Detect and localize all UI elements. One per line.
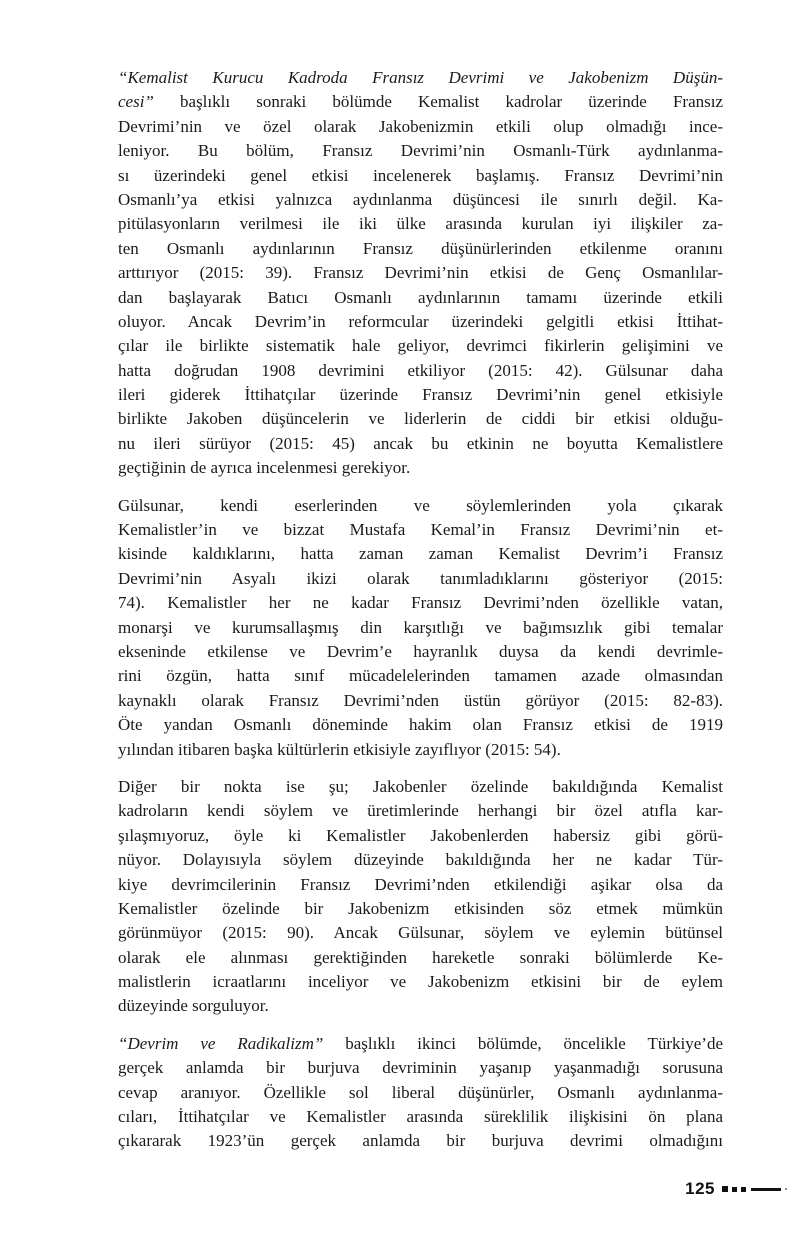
text-line	[118, 212, 723, 236]
text-line	[118, 407, 723, 431]
text-segment: monarşi ve kurumsallaşmış din karşıtlığı ve bağımsızlık gibi temalar	[118, 617, 723, 637]
text-segment: düzeyinde sorguluyor.	[118, 996, 269, 1016]
text-line	[118, 616, 723, 640]
text-segment: malistlerin icraatlarını inceliyor ve Jakobenizm etkisini bir de eylem	[118, 972, 723, 992]
page-footer	[685, 1179, 787, 1199]
paragraph-2	[118, 494, 723, 762]
text-line	[118, 775, 723, 799]
text-line	[118, 494, 723, 518]
text-segment: cevap aranıyor. Özellikle sol liberal düşünürler, Osmanlı aydınlanma-	[118, 1082, 723, 1102]
text-line	[118, 799, 723, 823]
text-line	[118, 738, 723, 762]
text-segment: Diğer bir nokta ise şu; Jakobenler özelinde bakıldığında Kemalist	[118, 776, 723, 796]
text-line	[118, 432, 723, 456]
text-line	[118, 689, 723, 713]
text-line	[118, 237, 723, 261]
text-line	[118, 994, 723, 1018]
text-line	[118, 261, 723, 285]
text-segment: arttırıyor (2015: 39). Fransız Devrimi’nin etkisi de Genç Osmanlılar-	[118, 263, 723, 283]
text-segment: görünmüyor (2015: 90). Ancak Gülsunar, söylem ve eylemin bütünsel	[118, 923, 723, 943]
text-segment: şılaşmıyoruz, öyle ki Kemalistler Jakobenlerden habersiz gibi görü-	[118, 825, 723, 845]
text-line	[118, 188, 723, 212]
text-line	[118, 164, 723, 188]
text-segment: Öte yandan Osmanlı döneminde hakim olan Fransız etkisi de 1919	[118, 715, 723, 735]
text-segment: Osmanlı’ya etkisi yalnızca aydınlanma düşüncesi ile sınırlı değil. Ka-	[118, 189, 723, 209]
text-segment: nüyor. Dolayısıyla söylem düzeyinde bakıldığında her ne kadar Tür-	[118, 850, 723, 870]
text-line	[118, 456, 723, 480]
text-line	[118, 713, 723, 737]
text-line	[118, 897, 723, 921]
text-segment: kisinde kaldıklarını, hatta zaman zaman Kemalist Devrim’i Fransız	[118, 544, 723, 564]
text-segment: kaynaklı olarak Fransız Devrimi’nden üstün görüyor (2015: 82-83).	[118, 690, 723, 710]
text-segment: başlıklı ikinci bölümde, öncelikle Türkiye’de	[323, 1033, 723, 1053]
text-segment: rini özgün, hatta sınıf mücadelelerinden tamamen azade olmasından	[118, 666, 723, 686]
text-line	[118, 591, 723, 615]
text-segment: oluyor. Ancak Devrim’in reformcular üzerindeki gelgitli etkisi İttihat-	[118, 311, 723, 331]
text-line	[118, 542, 723, 566]
text-segment: geçtiğinin de ayrıca incelenmesi gerekiyor.	[118, 458, 411, 478]
text-line	[118, 921, 723, 945]
text-line	[118, 310, 723, 334]
text-segment: ten Osmanlı aydınlarının Fransız düşünürlerinden etkilenme oranını	[118, 238, 723, 258]
text-segment: olarak ele alınması gerektiğinden hareketle sonraki bölümlerde Ke-	[118, 947, 723, 967]
text-segment: Gülsunar, kendi eserlerinden ve söylemlerinden yola çıkarak	[118, 495, 723, 515]
text-line	[118, 848, 723, 872]
footer-rule	[751, 1188, 781, 1191]
text-segment: pitülasyonların verilmesi ile iki ülke arasında kurulan iyi ilişkiler za-	[118, 214, 723, 234]
text-line	[118, 286, 723, 310]
text-line	[118, 518, 723, 542]
text-line	[118, 359, 723, 383]
text-line	[118, 1081, 723, 1105]
text-segment: kadroların kendi söylem ve üretimlerinde herhangi bir özel atıfla kar-	[118, 801, 723, 821]
paragraph-4	[118, 1032, 723, 1154]
text-line	[118, 567, 723, 591]
italic-text-segment: “Kemalist Kurucu Kadroda Fransız Devrimi ve Jakobenizm Düşün-	[118, 68, 723, 87]
text-segment: Kemalistler özelinde bir Jakobenizm etkisinden söz etmek mümkün	[118, 898, 723, 918]
text-line	[118, 873, 723, 897]
footer-end-dot-icon	[785, 1188, 787, 1190]
text-segment: başlıklı sonraki bölümde Kemalist kadrolar üzerinde Fransız	[153, 92, 723, 112]
text-line	[118, 383, 723, 407]
text-line	[118, 640, 723, 664]
text-segment: kiye devrimcilerinin Fransız Devrimi’nden etkilendiği aşikar olsa da	[118, 874, 723, 894]
text-segment: yılından itibaren başka kültürlerin etkisiyle zayıflıyor (2015: 54).	[118, 739, 561, 759]
text-line	[118, 970, 723, 994]
text-segment: birlikte Jakoben düşüncelerin ve liderlerin de ciddi bir etkisi olduğu-	[118, 409, 723, 429]
text-block	[118, 66, 723, 1154]
text-line	[118, 1056, 723, 1080]
text-segment: gerçek anlamda bir burjuva devriminin yaşanıp yaşanmadığı sorusuna	[118, 1058, 723, 1078]
paragraph-1	[118, 66, 723, 481]
text-segment: leniyor. Bu bölüm, Fransız Devrimi’nin Osmanlı-Türk aydınlanma-	[118, 141, 723, 161]
text-line	[118, 66, 723, 90]
text-segment: Devrimi’nin Asyalı ikizi olarak tanımladıklarını gösteriyor (2015:	[118, 568, 723, 588]
text-line	[118, 664, 723, 688]
text-line	[118, 90, 723, 114]
italic-text-segment: “Devrim ve Radikalizm”	[118, 1033, 324, 1053]
text-segment: cıları, İttihatçılar ve Kemalistler arasında süreklilik ilişkisini ön plana	[118, 1107, 723, 1127]
text-line	[118, 946, 723, 970]
italic-text-segment: cesi”	[118, 92, 154, 112]
text-segment: çılar ile birlikte sistematik hale geliyor, devrimci fikirlerin gelişimini ve	[118, 336, 723, 356]
text-segment: nu ileri sürüyor (2015: 45) ancak bu etkinin ne boyutta Kemalistlere	[118, 433, 723, 453]
text-line	[118, 1129, 723, 1153]
page-number: 125	[685, 1179, 715, 1198]
text-line	[118, 115, 723, 139]
text-line	[118, 139, 723, 163]
text-line	[118, 824, 723, 848]
text-segment: Devrimi’nin ve özel olarak Jakobenizmin etkili olup olmadığı ince-	[118, 116, 723, 136]
footer-squares-icon	[722, 1186, 746, 1192]
text-line	[118, 334, 723, 358]
text-segment: sı üzerindeki genel etkisi incelenerek başlamış. Fransız Devrimi’nin	[118, 165, 723, 185]
text-segment: dan başlayarak Batıcı Osmanlı aydınlarının tamamı üzerinde etkili	[118, 287, 723, 307]
paragraph-3	[118, 775, 723, 1019]
text-segment: 74). Kemalistler her ne kadar Fransız Devrimi’nden özellikle vatan,	[118, 593, 723, 613]
text-segment: ileri giderek İttihatçılar üzerinde Fransız Devrimi’nin genel etkisiyle	[118, 385, 723, 405]
text-segment: ekseninde etkilense ve Devrim’e hayranlık duysa da kendi devrimle-	[118, 641, 723, 661]
text-line	[118, 1032, 723, 1056]
text-line	[118, 1105, 723, 1129]
text-segment: hatta doğrudan 1908 devrimini etkiliyor (2015: 42). Gülsunar daha	[118, 360, 723, 380]
text-segment: Kemalistler’in ve bizzat Mustafa Kemal’in Fransız Devrimi’nin et-	[118, 520, 723, 540]
text-segment: çıkararak 1923’ün gerçek anlamda bir burjuva devrimi olmadığını	[118, 1131, 723, 1151]
